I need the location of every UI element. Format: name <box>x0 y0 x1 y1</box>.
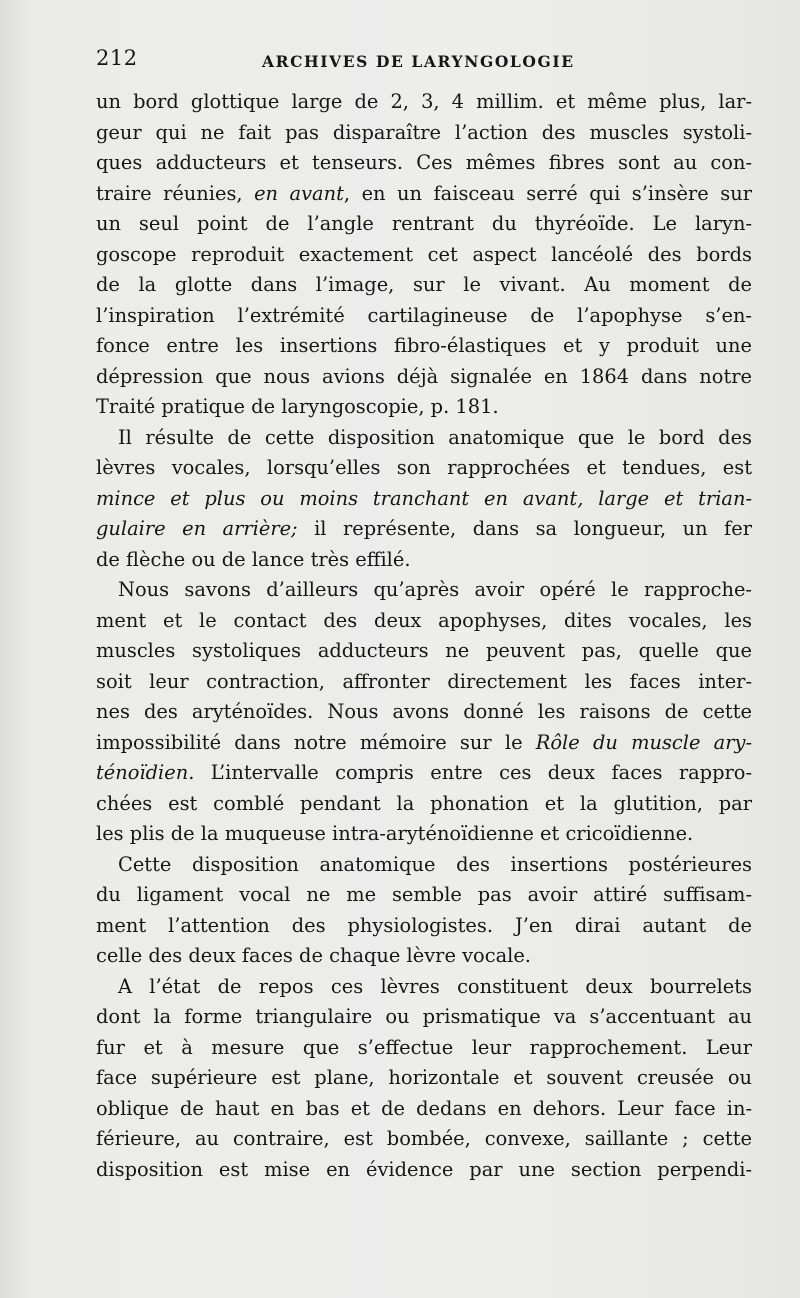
text-segment: ment l’attention des physiologistes. J’en dirai autant de <box>96 913 752 937</box>
text-line <box>96 697 752 728</box>
text-line <box>96 1094 752 1125</box>
text-line <box>96 514 752 545</box>
text-line <box>96 1033 752 1064</box>
text-segment: de la glotte dans l’image, sur le vivant. Au moment de <box>96 273 752 296</box>
text-line <box>96 209 752 240</box>
text-segment: traire réunies, <box>96 181 255 205</box>
page-header <box>96 46 752 76</box>
text-line <box>96 1002 752 1033</box>
text-segment: face supérieure est plane, horizontale et souvent creusée ou <box>96 1066 752 1089</box>
text-segment: Il résulte de cette disposition anatomique que le bord des <box>118 425 752 449</box>
italic-segment: ténoïdien. <box>96 761 195 784</box>
text-segment: du ligament vocal ne me semble pas avoir attiré suffisam- <box>96 883 752 906</box>
text-segment: goscope reproduit exactement cet aspect lancéolé des bords <box>96 242 752 266</box>
text-line <box>96 423 752 454</box>
text-line <box>96 606 752 637</box>
text-segment: il représente, dans sa longueur, un fer <box>297 517 752 540</box>
text-line <box>96 941 752 972</box>
italic-segment: gulaire en arrière; <box>96 517 298 540</box>
text-line <box>96 758 752 789</box>
text-line <box>96 545 752 576</box>
text-segment: geur qui ne fait pas disparaître l’action des muscles systoli- <box>96 120 752 144</box>
text-line <box>96 148 752 179</box>
text-line <box>96 667 752 698</box>
text-segment: ment et le contact des deux apophyses, dites vocales, les <box>96 608 752 632</box>
text-line <box>96 453 752 484</box>
text-line <box>96 118 752 149</box>
text-segment: un bord glottique large de 2, 3, 4 millim. et même plus, lar- <box>96 90 752 113</box>
text-segment: fur et à mesure que s’effectue leur rapprochement. Leur <box>96 1035 752 1059</box>
text-segment: Cette disposition anatomique des insertions postérieures <box>118 852 752 876</box>
text-line <box>96 301 752 332</box>
text-segment: disposition est mise en évidence par une section perpendi- <box>96 1157 752 1181</box>
text-segment: impossibilité dans notre mémoire sur le <box>96 730 536 754</box>
text-line <box>96 636 752 667</box>
text-line <box>96 850 752 881</box>
italic-segment: en avant <box>254 181 344 205</box>
text-segment: nes des aryténoïdes. Nous avons donné les raisons de cette <box>96 700 752 723</box>
text-segment: dépression que nous avions déjà signalée en 1864 dans notre <box>96 364 752 388</box>
italic-segment: Rôle du muscle ary- <box>535 730 752 754</box>
text-line <box>96 362 752 393</box>
text-segment: dont la forme triangulaire ou prismatique va s’accentuant au <box>96 1005 752 1028</box>
text-segment: Nous savons d’ailleurs qu’après avoir opéré le rapproche- <box>118 578 752 601</box>
text-line <box>96 484 752 515</box>
text-line <box>96 87 752 118</box>
text-segment: celle des deux faces de chaque lèvre vocale. <box>96 944 531 967</box>
text-segment: lèvres vocales, lorsqu’elles son rapprochées et tendues, est <box>96 456 752 479</box>
text-line <box>96 240 752 271</box>
text-line <box>96 911 752 942</box>
body-text <box>96 87 752 1185</box>
text-segment: de flèche ou de lance très effilé. <box>96 547 411 571</box>
text-segment: oblique de haut en bas et de dedans en dehors. Leur face in- <box>96 1096 752 1120</box>
page-number: 212 <box>96 46 138 70</box>
text-line <box>96 575 752 606</box>
running-title: ARCHIVES DE LARYNGOLOGIE <box>262 52 575 71</box>
text-line <box>96 728 752 759</box>
text-line <box>96 331 752 362</box>
text-segment: , en un faisceau serré qui s’insère sur <box>343 181 752 205</box>
text-segment: soit leur contraction, affronter directement les faces inter- <box>96 669 752 693</box>
italic-segment: mince et plus ou moins tranchant en avant, large et trian- <box>96 486 752 510</box>
text-segment: L’intervalle compris entre ces deux faces rappro- <box>194 761 752 784</box>
text-segment: muscles systoliques adducteurs ne peuvent pas, quelle que <box>96 639 752 662</box>
text-line <box>96 179 752 210</box>
text-segment: fonce entre les insertions fibro-élastiques et y produit une <box>96 334 752 357</box>
text-line <box>96 880 752 911</box>
text-line <box>96 1124 752 1155</box>
text-segment: Traité pratique de laryngoscopie, p. 181. <box>96 395 499 418</box>
text-line <box>96 819 752 850</box>
text-segment: l’inspiration l’extrémité cartilagineuse de l’apophyse s’en- <box>96 303 752 327</box>
text-line <box>96 972 752 1003</box>
text-line <box>96 789 752 820</box>
text-line <box>96 1063 752 1094</box>
text-segment: A l’état de repos ces lèvres constituent deux bourrelets <box>118 974 752 998</box>
text-segment: férieure, au contraire, est bombée, convexe, saillante ; cette <box>96 1127 752 1150</box>
text-line <box>96 392 752 423</box>
text-segment: chées est comblé pendant la phonation et la glutition, par <box>96 791 752 815</box>
text-line <box>96 1155 752 1186</box>
text-segment: ques adducteurs et tenseurs. Ces mêmes fibres sont au con- <box>96 151 752 174</box>
text-line <box>96 270 752 301</box>
text-segment: les plis de la muqueuse intra-aryténoïdienne et cricoïdienne. <box>96 822 694 845</box>
text-segment: un seul point de l’angle rentrant du thyréoïde. Le laryn- <box>96 212 752 235</box>
